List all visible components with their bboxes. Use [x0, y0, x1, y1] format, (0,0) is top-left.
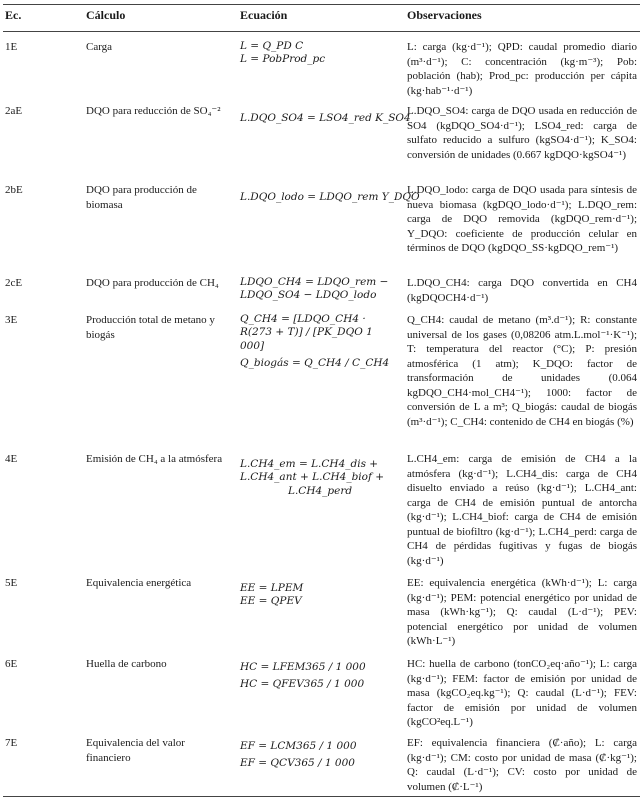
header-rule: [3, 31, 640, 32]
equation-line: L.CH4_ant + L.CH4_biof +: [240, 471, 385, 484]
row-observaciones: L.DQO_lodo: carga de DQO usada para síntesis de nueva biomasa (kgDQO_lodo·d⁻¹); L.DQO_rem: carga de DQO removida (kgDQO_rem·d⁻¹); Y_DQO: coeficiente de producción celular en términos de DQO (kgDQO_SS·kgDQO_rem⁻¹): [407, 184, 637, 255]
row-ecuacion: [240, 276, 396, 303]
row-observaciones: L.DQO_CH4: carga DQO convertida en CH4 (kgDQOCH4·d⁻¹): [407, 277, 637, 304]
equation-line: EF = QCV365 / 1 000: [240, 757, 355, 770]
row-calculo: DQO para reducción de SO₄⁻²: [86, 105, 221, 117]
row-ecuacion: [240, 104, 411, 125]
row-calculo: Equivalencia energética: [86, 577, 192, 589]
row-calculo: DQO para producción de biomasa: [86, 184, 197, 211]
equation-line: L = PobProd_pc: [240, 53, 326, 66]
equation-line: EE = QPEV: [240, 595, 302, 608]
bottom-rule: [3, 796, 640, 797]
equation-line: L.DQO_lodo = LDQO_rem Y_DQO: [240, 191, 420, 203]
row-ec: 6E: [5, 658, 18, 670]
row-ecuacion: [240, 452, 396, 498]
row-ec: 2bE: [5, 184, 23, 196]
row-ec: 4E: [5, 453, 18, 465]
equation-line: HC = QFEV365 / 1 000: [240, 678, 365, 691]
equation-line: L.CH4_em = L.CH4_dis +: [240, 458, 379, 470]
row-calculo: Producción total de metano y biogás: [86, 314, 215, 341]
equation-line: L = Q_PD C: [240, 40, 304, 52]
row-ec: 5E: [5, 577, 18, 589]
row-observaciones: L.CH4_em: carga de emisión de CH4 a la atmósfera (kg·d⁻¹); L.CH4_dis: carga de CH4 disuelto enviado a reúso (kg·d⁻¹); L.CH4_ant: carga de CH4 de emisión puntual de antorcha (kg·d⁻¹); L.CH4_biof: carga de CH4 de emisión puntual de biofiltro (kg·d⁻¹); L.CH4_perd: carga de CH4 de pérdidas fugitivas y fugas de biogás (kg·d⁻¹): [407, 453, 637, 567]
row-observaciones: EF: equivalencia financiera (₡·año); L: carga (kg·d⁻¹); CM: costo por unidad de masa (₡·kg⁻¹); Q: caudal (L·d⁻¹); CV: costo por unidad de volumen (₡·L⁻¹): [407, 737, 637, 793]
row-calculo: DQO para producción de CH₄: [86, 277, 219, 289]
row-ecuacion: [240, 657, 396, 692]
equation-line: LDQO_CH4 = LDQO_rem −: [240, 276, 389, 288]
row-ec: 2aE: [5, 105, 23, 117]
equation-line: Q_biogás = Q_CH4 / C_CH4: [240, 357, 390, 370]
row-ec: 1E: [5, 41, 18, 53]
row-ecuacion: [240, 576, 396, 609]
row-ec: 3E: [5, 314, 18, 326]
row-observaciones: L: carga (kg·d⁻¹); QPD: caudal promedio diario (m³·d⁻¹); C: concentración (kg·m⁻³); Pob: población (hab); Prod_pc: producción per cápita (kg·hab⁻¹·d⁻¹): [407, 41, 637, 97]
header-ecuacion: Ecuación: [240, 8, 288, 22]
row-calculo: Carga: [86, 41, 113, 53]
equation-line: Q_CH4 = [LDQO_CH4 · R(273 + T)] / [PK_DQO 1 000]: [240, 313, 373, 352]
row-ecuacion: [240, 183, 420, 204]
header-observaciones: Observaciones: [407, 8, 482, 22]
row-ec: 2cE: [5, 277, 23, 289]
row-observaciones: EE: equivalencia energética (kWh·d⁻¹); L: carga (kg·d⁻¹); PEM: potencial energético por unidad de masa (kWh·kg⁻¹); Q: caudal (L·d⁻¹); PEV: potencial energético por unidad de volumen (kWh·L⁻¹): [407, 577, 637, 648]
row-observaciones: L.DQO_SO4: carga de DQO usada en reducción de SO4 (kgDQO_SO4·d⁻¹); LSO4_red: carga de sulfato reducido a sulfuro (kgSO4·d⁻¹); K_SO4: conversión de unidades (0.667 kgDQO·kgSO4⁻¹): [407, 105, 637, 161]
row-ecuacion: [240, 40, 396, 67]
row-observaciones: Q_CH4: caudal de metano (m³.d⁻¹); R: constante universal de los gases (0,08206 atm.L.mol⁻¹·K⁻¹); T: temperatura del reactor (°C); P: presión atmosférica (1 atm); K_DQO: factor de transformación de unidades (0.064 kgDQO_CH4·mol_CH4⁻¹); 1000: factor de conversión de L a m³; Q_biogás: caudal de biogás (m³·d⁻¹); C_CH4: contenido de CH4 en biogás (%): [407, 314, 637, 428]
top-rule: [3, 4, 640, 5]
row-ecuacion: [240, 736, 396, 771]
row-observaciones: HC: huella de carbono (tonCO₂eq·año⁻¹); L: carga (kg·d⁻¹); FEM: factor de emisión por unidad de masa (kgCO₂eq.kg⁻¹); Q: caudal (L·d⁻¹); FEV: factor de emisión por unidad de volumen (kgCO²eq.L⁻¹): [407, 658, 637, 729]
header-calculo: Cálculo: [86, 8, 126, 22]
equation-line: L.DQO_SO4 = LSO4_red K_SO4: [240, 112, 411, 124]
row-calculo: Emisión de CH₄ a la atmósfera: [86, 453, 223, 465]
row-ecuacion: [240, 313, 396, 371]
row-calculo: Equivalencia del valor financiero: [86, 737, 185, 764]
equation-line: EF = LCM365 / 1 000: [240, 740, 357, 752]
equation-line: LDQO_SO4 − LDQO_lodo: [240, 289, 377, 302]
equation-line: HC = LFEM365 / 1 000: [240, 661, 366, 673]
header-ec: Ec.: [5, 8, 22, 22]
row-calculo: Huella de carbono: [86, 658, 167, 670]
row-ec: 7E: [5, 737, 18, 749]
equation-line: L.CH4_perd: [288, 484, 353, 497]
equation-line: EE = LPEM: [240, 582, 304, 594]
